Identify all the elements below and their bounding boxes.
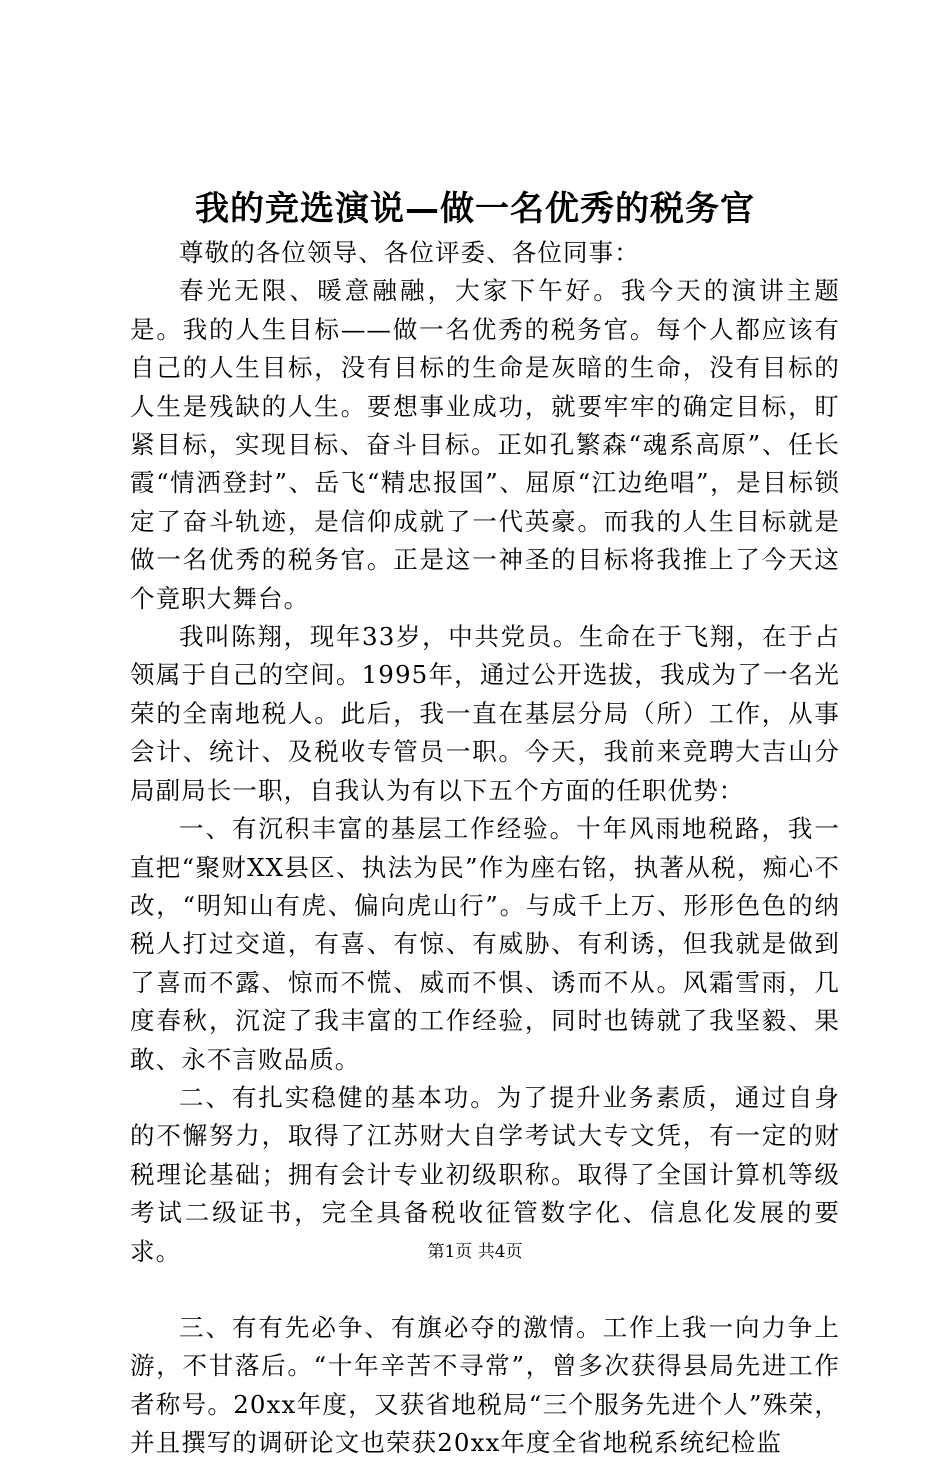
paragraph-self-introduction: 我叫陈翔，现年33岁，中共党员。生命在于飞翔，在于占领属于自己的空间。1995年，通过公开选拔，我成为了一名光荣的全南地税人。此后，我一直在基层分局（所）工作，从事会计、统计、及税收专管员一职。今天，我前来竞聘大吉山分局副局长一职，自我认为有以下五个方面的任职优势： bbox=[130, 622, 840, 805]
document-body bbox=[130, 234, 840, 1463]
paragraph-advantage-3: 三、有有先必争、有旗必夺的激情。工作上我一向力争上游，不甘落后。“十年辛苦不寻常”，曾多次获得县局先进工作者称号。20xx年度，又获省地税局“三个服务先进个人”殊荣，并且撰写的调研论文也荣获20xx年度全省地税系统纪检监 bbox=[130, 1312, 840, 1458]
paragraph-advantage-2: 二、有扎实稳健的基本功。为了提升业务素质，通过自身的不懈努力，取得了江苏财大自学考试大专文凭，有一定的财税理论基础；拥有会计专业初级职称。取得了全国计算机等级考试二级证书，完全具备税收征管数字化、信息化发展的要求。 bbox=[130, 1082, 840, 1266]
paragraph-advantage-1: 一、有沉积丰富的基层工作经验。十年风雨地税路，我一直把“聚财XX县区、执法为民”作为座右铭，执著从税，痴心不改，“明知山有虎、偏向虎山行”。与成千上万、形形色色的纳税人打过交道，有喜、有惊、有威胁、有利诱，但我就是做到了喜而不露、惊而不慌、威而不惧、诱而不从。风霜雪雨，几度春秋，沉淀了我丰富的工作经验，同时也铸就了我坚毅、果敢、永不言败品质。 bbox=[130, 814, 840, 1074]
page-number-footer: 第1页 共4页 bbox=[427, 1242, 523, 1262]
document-title: 我的竞选演说—做一名优秀的税务官 bbox=[195, 189, 755, 229]
paragraph-salutation: 尊敬的各位领导、各位评委、各位同事： bbox=[179, 238, 640, 267]
paragraph-intro: 春光无限、暖意融融，大家下午好。我今天的演讲主题是。我的人生目标——做一名优秀的税务官。每个人都应该有自己的人生目标，没有目标的生命是灰暗的生命，没有目标的人生是残缺的人生。要想事业成功，就要牢牢的确定目标，盯紧目标，实现目标、奋斗目标。正如孔繁森“魂系高原”、任长霞“情洒登封”、岳飞“精忠报国”、屈原“江边绝唱”，是目标锁定了奋斗轨迹，是信仰成就了一代英豪。而我的人生目标就是做一名优秀的税务官。正是这一神圣的目标将我推上了今天这个竟职大舞台。 bbox=[130, 276, 840, 613]
